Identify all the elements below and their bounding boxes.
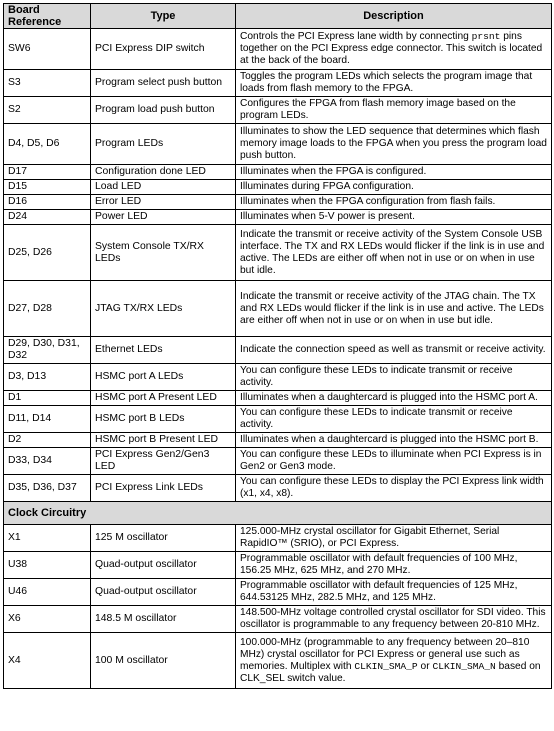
description-text: Illuminates when the FPGA is configured. xyxy=(240,166,427,177)
table-row xyxy=(4,579,552,606)
description-cell xyxy=(236,337,552,364)
table-row xyxy=(4,70,552,97)
table-row xyxy=(4,29,552,70)
description-cell xyxy=(236,364,552,391)
board-reference-cell: X6 xyxy=(4,606,91,633)
description-cell xyxy=(236,195,552,210)
description-text: You can configure these LEDs to display the PCI Express link width (x1, x4, x8). xyxy=(240,476,544,499)
signal-name: prsnt xyxy=(471,31,501,42)
description-text: 125.000-MHz crystal oscillator for Gigabit Ethernet, Serial RapidIO™ (SRIO), or PCI Express. xyxy=(240,526,500,549)
description-text: Controls the PCI Express lane width by connecting xyxy=(240,31,472,42)
description-cell xyxy=(236,433,552,448)
type-cell: Configuration done LED xyxy=(91,165,236,180)
board-reference-cell: D25, D26 xyxy=(4,225,91,281)
board-reference-cell: S2 xyxy=(4,97,91,124)
type-cell: HSMC port A Present LED xyxy=(91,391,236,406)
description-text: Illuminates during FPGA configuration. xyxy=(240,181,414,192)
description-text: Indicate the transmit or receive activity of the System Console USB interface. The TX and RX LEDs would flicker if the link is in use and active. The LEDs are either off when not in use or on when in use but idle. xyxy=(240,228,545,276)
description-cell xyxy=(236,579,552,606)
description-cell xyxy=(236,475,552,502)
description-text: 148.500-MHz voltage controlled crystal oscillator for SDI video. This oscillator is programmable to any frequency between 20-810 MHz. xyxy=(240,607,546,630)
table-row xyxy=(4,433,552,448)
board-reference-cell: X4 xyxy=(4,633,91,689)
description-text: Indicate the transmit or receive activity of the JTAG chain. The TX and RX LEDs would flicker if the link is in use and active. The LEDs are either off when not in use or on when in use but idle. xyxy=(240,290,544,326)
type-cell: Quad-output oscillator xyxy=(91,552,236,579)
table-row xyxy=(4,337,552,364)
table-row xyxy=(4,165,552,180)
type-cell: Ethernet LEDs xyxy=(91,337,236,364)
table-row xyxy=(4,364,552,391)
type-cell: JTAG TX/RX LEDs xyxy=(91,281,236,337)
description-text: You can configure these LEDs to indicate transmit or receive activity. xyxy=(240,365,513,388)
description-cell xyxy=(236,180,552,195)
description-text: pins together on the PCI Express edge connector. This switch is located at the back of the board. xyxy=(240,31,543,66)
table-row xyxy=(4,391,552,406)
header-description: Description xyxy=(236,4,552,29)
table-row xyxy=(4,281,552,337)
table-row xyxy=(4,124,552,165)
type-cell: Program LEDs xyxy=(91,124,236,165)
description-cell xyxy=(236,391,552,406)
table-row xyxy=(4,633,552,689)
description-cell xyxy=(236,606,552,633)
description-text: Illuminates when a daughtercard is plugged into the HSMC port A. xyxy=(240,392,538,403)
type-cell: Error LED xyxy=(91,195,236,210)
header-board-reference: Board Reference xyxy=(4,4,91,29)
board-reference-cell: D11, D14 xyxy=(4,406,91,433)
description-text: or xyxy=(417,660,433,672)
description-cell xyxy=(236,281,552,337)
description-text: Programmable oscillator with default frequencies of 125 MHz, 644.53125 MHz, 282.5 MHz, and 125 MHz. xyxy=(240,580,518,603)
board-reference-cell: U38 xyxy=(4,552,91,579)
description-text: Illuminates when 5-V power is present. xyxy=(240,211,415,222)
board-reference-cell: U46 xyxy=(4,579,91,606)
table-row xyxy=(4,406,552,433)
description-text: based on CLK_SEL switch value. xyxy=(240,660,541,684)
description-cell xyxy=(236,70,552,97)
description-cell xyxy=(236,225,552,281)
board-components-table xyxy=(3,3,552,689)
type-cell: HSMC port B LEDs xyxy=(91,406,236,433)
type-cell: 125 M oscillator xyxy=(91,525,236,552)
board-reference-cell: D15 xyxy=(4,180,91,195)
type-cell: PCI Express Link LEDs xyxy=(91,475,236,502)
signal-name: CLKIN_SMA_N xyxy=(432,660,496,672)
type-cell: Program select push button xyxy=(91,70,236,97)
board-reference-cell: D16 xyxy=(4,195,91,210)
table-row xyxy=(4,552,552,579)
type-cell: Power LED xyxy=(91,210,236,225)
board-reference-cell: D24 xyxy=(4,210,91,225)
table-row xyxy=(4,180,552,195)
board-reference-cell: S3 xyxy=(4,70,91,97)
type-cell: PCI Express DIP switch xyxy=(91,29,236,70)
board-reference-cell: X1 xyxy=(4,525,91,552)
board-reference-cell: D17 xyxy=(4,165,91,180)
description-cell xyxy=(236,448,552,475)
board-reference-cell: D1 xyxy=(4,391,91,406)
board-reference-cell: D27, D28 xyxy=(4,281,91,337)
description-text: You can configure these LEDs to illuminate when PCI Express is in Gen2 or Gen3 mode. xyxy=(240,449,542,472)
description-cell xyxy=(236,406,552,433)
type-cell: Load LED xyxy=(91,180,236,195)
description-cell xyxy=(236,525,552,552)
board-reference-cell: D3, D13 xyxy=(4,364,91,391)
description-text: Indicate the connection speed as well as transmit or receive activity. xyxy=(240,344,546,355)
table-row xyxy=(4,606,552,633)
type-cell: PCI Express Gen2/Gen3 LED xyxy=(91,448,236,475)
board-reference-cell: D2 xyxy=(4,433,91,448)
description-cell xyxy=(236,210,552,225)
board-reference-cell: D35, D36, D37 xyxy=(4,475,91,502)
table-row xyxy=(4,475,552,502)
table-body xyxy=(4,29,552,689)
table-row xyxy=(4,448,552,475)
type-cell: HSMC port B Present LED xyxy=(91,433,236,448)
board-reference-cell: D29, D30, D31, D32 xyxy=(4,337,91,364)
description-text: Toggles the program LEDs which selects the program image that loads from flash memory to the FPGA. xyxy=(240,71,533,94)
table-row xyxy=(4,210,552,225)
description-text: Illuminates when a daughtercard is plugged into the HSMC port B. xyxy=(240,434,539,445)
description-cell xyxy=(236,97,552,124)
type-cell: 100 M oscillator xyxy=(91,633,236,689)
type-cell: 148.5 M oscillator xyxy=(91,606,236,633)
table-row xyxy=(4,195,552,210)
header-type: Type xyxy=(91,4,236,29)
description-cell xyxy=(236,552,552,579)
description-cell xyxy=(236,29,552,70)
description-text: 100.000-MHz (programmable to any frequency between 20–810 MHz) crystal oscillator for PCI Express or general use such as memories. Multiplex with xyxy=(240,636,530,672)
type-cell: Program load push button xyxy=(91,97,236,124)
section-row xyxy=(4,502,552,525)
type-cell: System Console TX/RX LEDs xyxy=(91,225,236,281)
description-cell xyxy=(236,633,552,689)
description-text: Programmable oscillator with default frequencies of 100 MHz, 156.25 MHz, 625 MHz, and 270 MHz. xyxy=(240,553,518,576)
description-cell xyxy=(236,124,552,165)
description-text: Configures the FPGA from flash memory image based on the program LEDs. xyxy=(240,98,516,121)
section-title: Clock Circuitry xyxy=(4,502,552,525)
type-cell: HSMC port A LEDs xyxy=(91,364,236,391)
description-text: Illuminates when the FPGA configuration from flash fails. xyxy=(240,196,496,207)
board-reference-cell: D4, D5, D6 xyxy=(4,124,91,165)
table-row xyxy=(4,525,552,552)
table-row xyxy=(4,225,552,281)
description-text: You can configure these LEDs to indicate transmit or receive activity. xyxy=(240,407,513,430)
description-text: Illuminates to show the LED sequence that determines which flash memory image loads to the FPGA when you press the program load push button. xyxy=(240,126,547,161)
board-reference-cell: D33, D34 xyxy=(4,448,91,475)
header-row xyxy=(4,4,552,29)
type-cell: Quad-output oscillator xyxy=(91,579,236,606)
table-row xyxy=(4,97,552,124)
board-reference-cell: SW6 xyxy=(4,29,91,70)
description-cell xyxy=(236,165,552,180)
signal-name: CLKIN_SMA_P xyxy=(354,660,418,672)
